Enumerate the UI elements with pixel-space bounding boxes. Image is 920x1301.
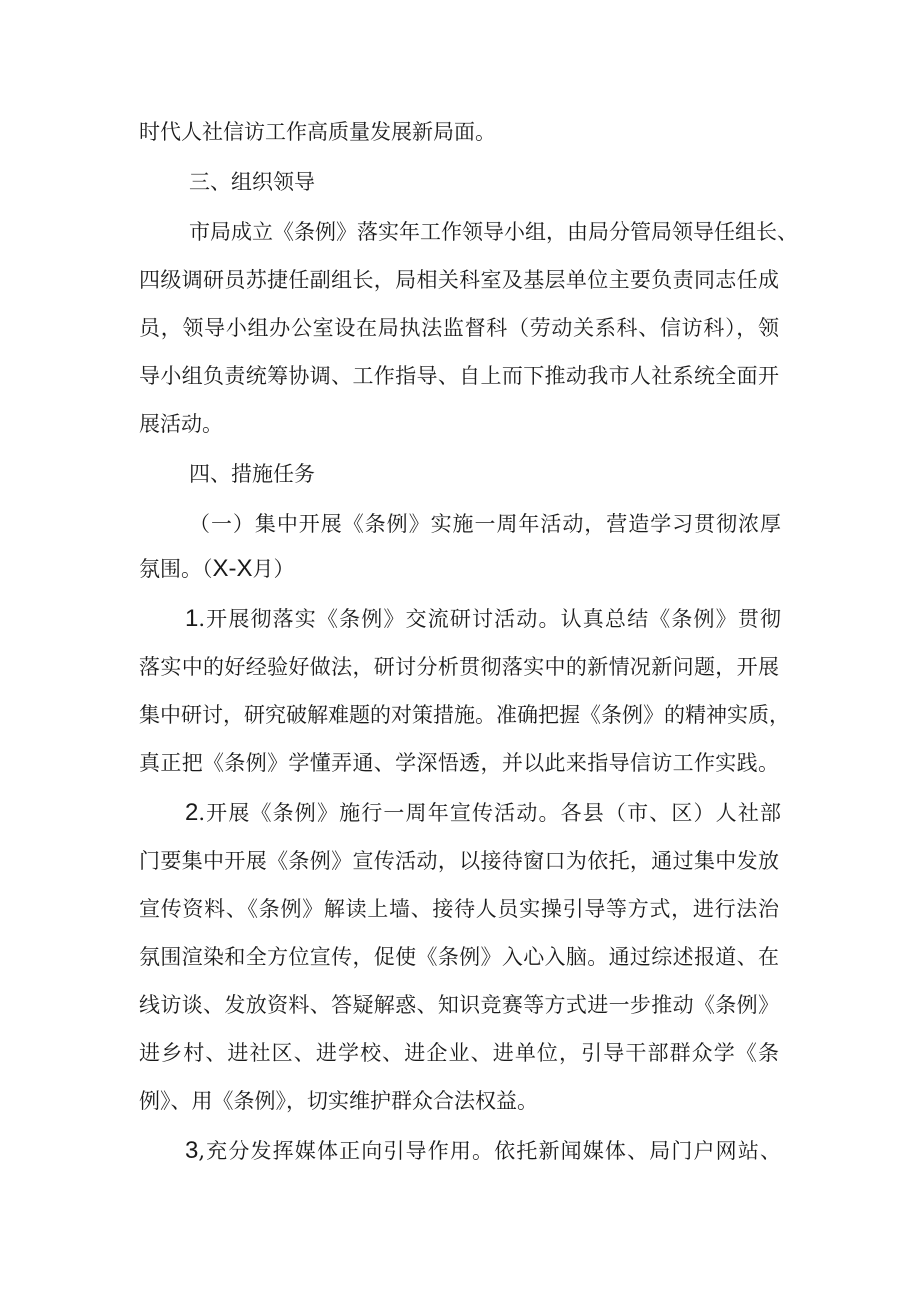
item-text: .开展彻落实《条例》交流研讨活动。认真总结《条例》贯彻 — [198, 607, 781, 631]
item-number: 2 — [185, 799, 199, 826]
item-1-line — [185, 604, 781, 634]
paragraph-line: 门要集中开展《条例》宣传活动，以接待窗口为依托，通过集中发放 — [139, 849, 779, 873]
paragraph-line: 进乡村、进社区、进学校、进企业、进单位，引导干部群众学《条 — [139, 1041, 779, 1065]
subsection-heading-text: 氛围。（ — [139, 557, 213, 581]
paragraph-line: 市局成立《条例》落实年工作领导小组，由局分管局领导任组长、 — [189, 220, 798, 244]
paragraph-line: 展活动。 — [139, 412, 223, 436]
item-text: ,充分发挥媒体正向引导作用。依托新闻媒体、局门户网站、 — [198, 1139, 781, 1163]
paragraph-line: 例》、用《条例》，切实维护群众合法权益。 — [139, 1089, 538, 1113]
paragraph-line: 落实中的好经验好做法，研讨分析贯彻落实中的新情况新问题，开展 — [139, 655, 779, 679]
paragraph-line: 真正把《条例》学懂弄通、学深悟透，并以此来指导信访工作实践。 — [139, 751, 779, 775]
paragraph-line: 线访谈、发放资料、答疑解惑、知识竞赛等方式进一步推动《条例》 — [139, 993, 779, 1017]
section-heading-4: 四、措施任务 — [189, 462, 315, 486]
paragraph-line: 宣传资料、《条例》解读上墙、接待人员实操引导等方式，进行法治 — [139, 897, 779, 921]
paragraph-line: 集中研讨，研究破解难题的对策措施。准确把握《条例》的精神实质， — [139, 703, 790, 727]
paragraph-line: 导小组负责统筹协调、工作指导、自上而下推动我市人社系统全面开 — [139, 364, 779, 388]
item-number: 3 — [185, 1137, 199, 1164]
subsection-heading-text: 月） — [252, 557, 295, 581]
month-range: X-X — [212, 555, 253, 582]
paragraph-line: 四级调研员苏捷任副组长，局相关科室及基层单位主要负责同志任成 — [139, 268, 779, 292]
subsection-heading: （一）集中开展《条例》实施一周年活动，营造学习贯彻浓厚 — [189, 512, 781, 536]
paragraph-line: 时代人社信访工作高质量发展新局面。 — [139, 120, 496, 144]
paragraph-line: 员，领导小组办公室设在局执法监督科（劳动关系科、信访科），领 — [139, 316, 779, 340]
subsection-heading-cont — [139, 554, 295, 584]
item-number: 1 — [185, 605, 199, 632]
item-text: .开展《条例》施行一周年宣传活动。各县（市、区）人社部 — [198, 801, 781, 825]
paragraph-line: 氛围渲染和全方位宣传，促使《条例》入心入脑。通过综述报道、在 — [139, 945, 779, 969]
item-2-line — [185, 798, 781, 828]
item-3-line — [185, 1136, 781, 1166]
section-heading-3: 三、组织领导 — [189, 170, 315, 194]
